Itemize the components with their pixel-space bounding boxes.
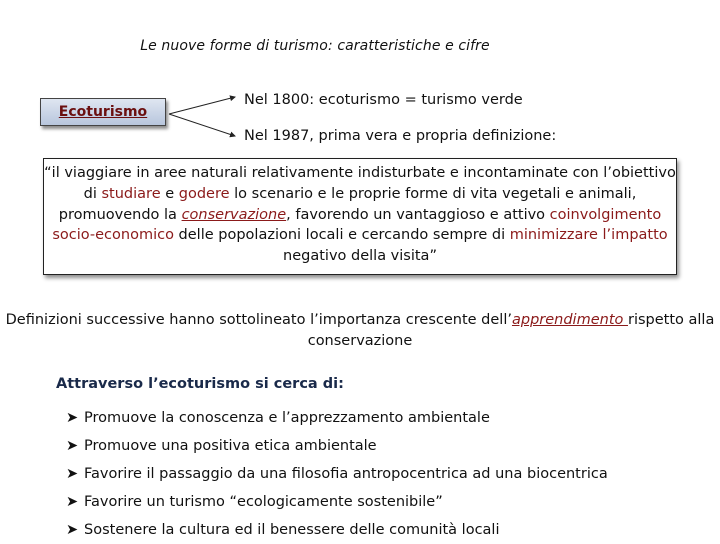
definition-part-3: lo scenario e le proprie forme di vita vegetali e animali, promuovendo la	[58, 185, 637, 223]
definition-coinvolgimento: coinvolgimento socio-economico	[52, 206, 662, 244]
section-heading: Attraverso l’ecoturismo si cerca di:	[56, 376, 344, 392]
branch-1800: Nel 1800: ecoturismo = turismo verde	[244, 92, 523, 108]
definition-part-4: , favorendo un vantaggioso e attivo	[286, 206, 550, 223]
list-item: ➤ Promuove la conoscenza e l’apprezzamento ambientale	[66, 404, 608, 432]
definition-godere: godere	[178, 185, 230, 202]
arrow-bullet-icon: ➤	[66, 522, 79, 538]
subsequent-part-1: Definizioni successive hanno sottolineato l’importanza crescente dell’	[5, 312, 512, 328]
definition-part-1: “il viaggiare in aree naturali relativamente indisturbate e incontaminate con l’obiettivo di	[44, 165, 676, 202]
definition-part-6: negativo della visita”	[283, 248, 437, 265]
arrow-bullet-icon: ➤	[66, 410, 79, 426]
arrow-bullet-icon: ➤	[66, 494, 79, 510]
branch-1987: Nel 1987, prima vera e propria definizione:	[244, 128, 557, 144]
ecoturismo-label: Ecoturismo	[58, 104, 148, 120]
arrow-up	[169, 97, 235, 114]
definition-box	[43, 158, 677, 275]
slide-title: Le nuove forme di turismo: caratteristiche e cifre	[140, 38, 490, 54]
list-item: ➤ Favorire il passaggio da una filosofia antropocentrica ad una biocentrica	[66, 460, 608, 488]
ecoturismo-box	[40, 98, 166, 126]
goals-list	[66, 404, 608, 544]
definition-studiare: studiare	[101, 185, 161, 202]
arrow-bullet-icon: ➤	[66, 438, 79, 454]
definition-conservazione: conservazione	[181, 206, 287, 223]
subsequent-definitions	[0, 310, 720, 352]
subsequent-part-2: rispetto alla conservazione	[307, 312, 715, 349]
subsequent-apprendimento: apprendimento	[511, 312, 628, 328]
branch-arrows	[165, 92, 243, 142]
list-item: ➤ Sostenere la cultura ed il benessere delle comunità locali	[66, 516, 608, 544]
list-item: ➤ Favorire un turismo “ecologicamente sostenibile”	[66, 488, 608, 516]
definition-minimizzare: minimizzare l’impatto	[509, 227, 668, 244]
definition-part-5: delle popolazioni locali e cercando sempre di	[173, 227, 510, 244]
arrow-down	[169, 114, 235, 136]
list-item: ➤ Promuove una positiva etica ambientale	[66, 432, 608, 460]
definition-part-2: e	[160, 185, 179, 202]
arrow-bullet-icon: ➤	[66, 466, 79, 482]
